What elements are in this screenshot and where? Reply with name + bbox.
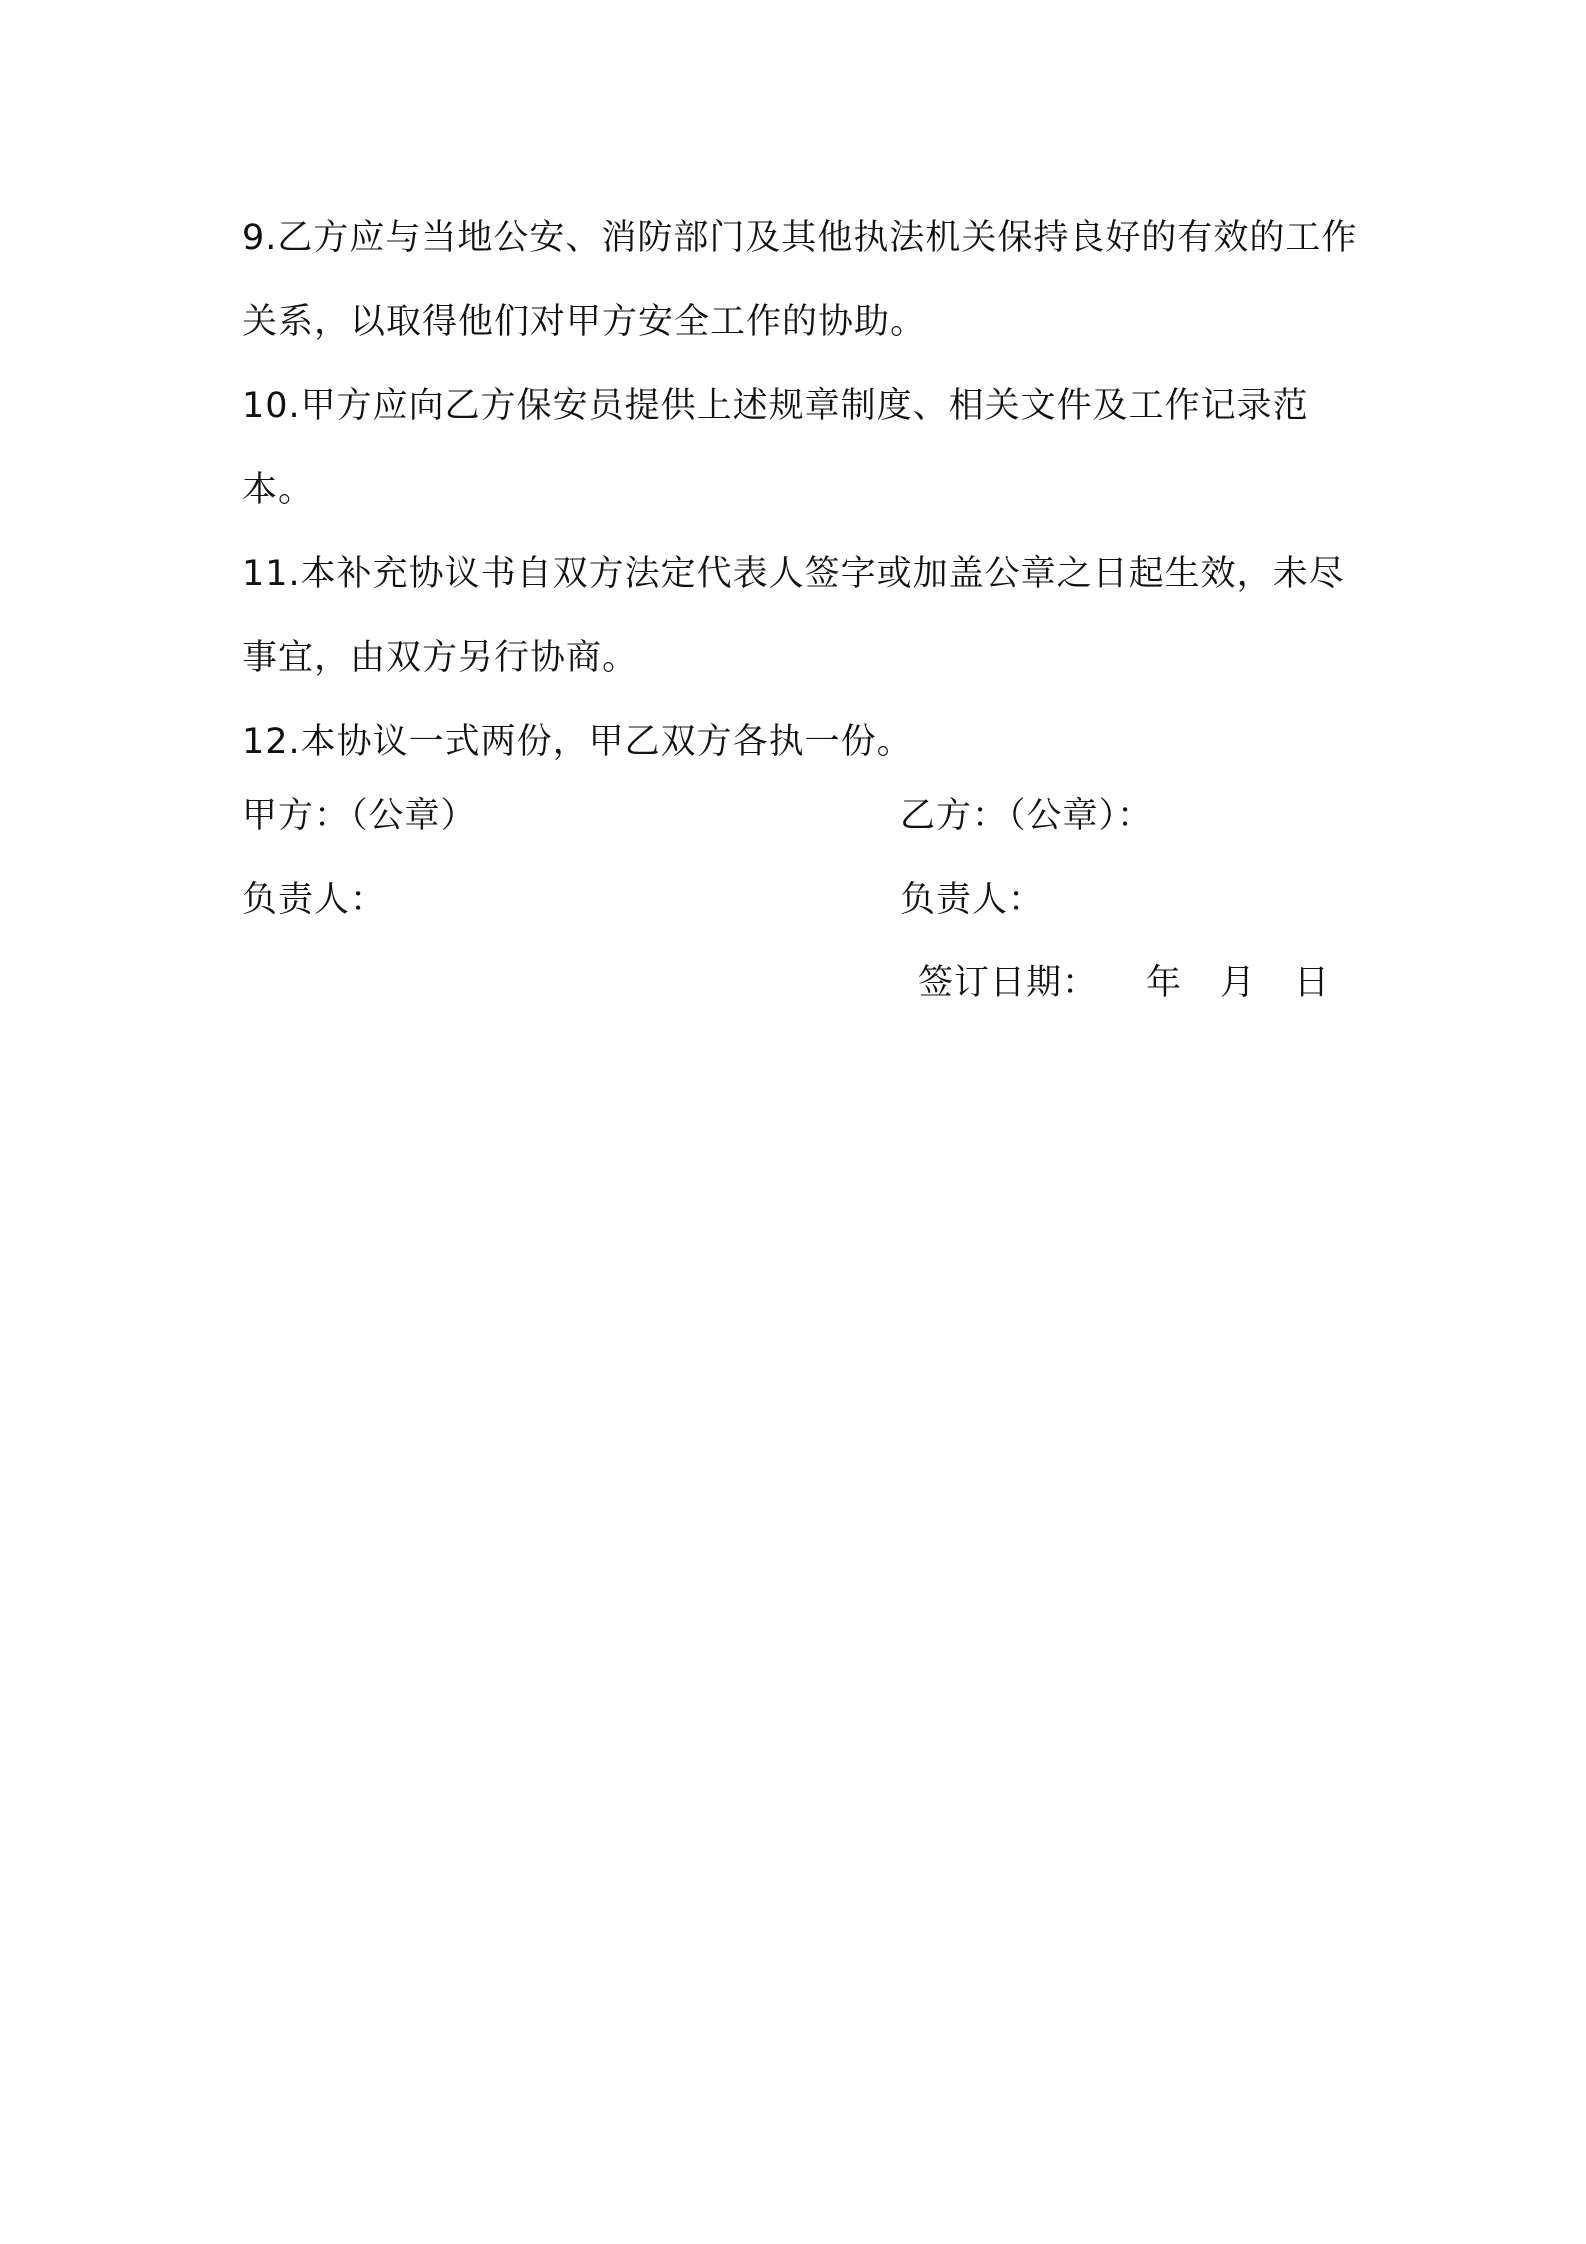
clause-10: 10.甲方应向乙方保安员提供上述规章制度、相关文件及工作记录范本。 — [242, 386, 1309, 510]
party-seal-row — [242, 786, 1362, 846]
clause-9: 9.乙方应与当地公安、消防部门及其他执法机关保持良好的有效的工作关系，以取得他们对甲方安全工作的协助。 — [242, 218, 1358, 342]
party-b-responsible-person: 负责人： — [900, 880, 1045, 920]
clause-11: 11.本补充协议书自双方法定代表人签字或加盖公章之日起生效，未尽事宜，由双方另行协商。 — [242, 554, 1345, 678]
party-a-responsible-person: 负责人： — [242, 880, 387, 920]
clause-list — [242, 196, 1362, 784]
responsible-person-row — [242, 870, 1362, 930]
party-b-seal: 乙方：（公章）： — [900, 796, 1154, 836]
signing-date-label: 签订日期： — [918, 963, 1099, 1003]
signing-date-day: 日 — [1294, 963, 1331, 1003]
clause-12: 12.本协议一式两份，甲乙双方各执一份。 — [242, 722, 913, 762]
signing-date-row — [242, 953, 1362, 1013]
party-a-seal: 甲方：（公章） — [242, 796, 477, 836]
signing-date-month: 月 — [1220, 963, 1257, 1003]
signing-date-year: 年 — [1146, 963, 1183, 1003]
